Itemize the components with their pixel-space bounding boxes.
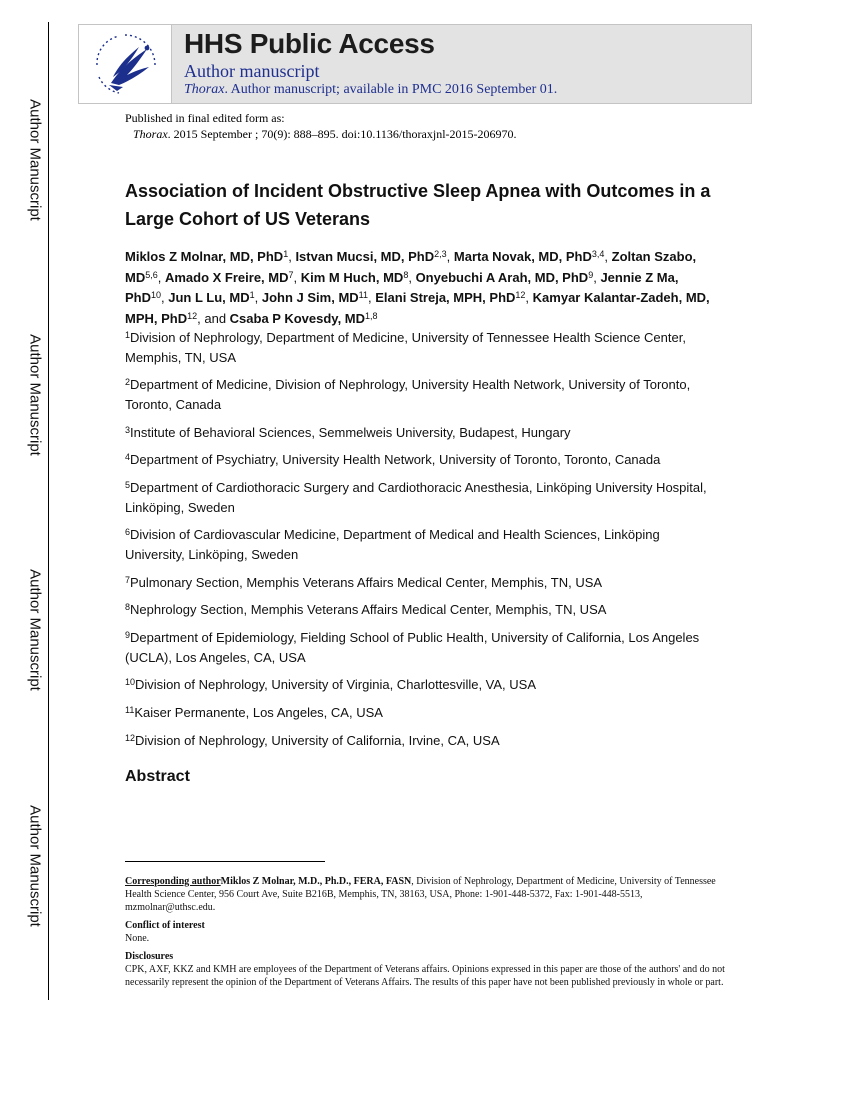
corresponding-text: , Division of Nephrology, Department of Medicine, University of Tennessee Health Science Center, 956 Court Ave, Suite B216B, Memphis, TN, 38163, USA, Phone: 1-901-448-5372, Fax: 1-901-448-5513, mzmolnar@uthsc.edu. (125, 876, 716, 913)
abstract-heading: Abstract (125, 768, 190, 785)
affiliation-item (125, 450, 715, 470)
footnote-rule (125, 861, 325, 862)
author-name: Jun L Lu, MD (168, 290, 250, 305)
affiliation-text: Division of Cardiovascular Medicine, Department of Medical and Health Sciences, Linköping University, Linköping, Sweden (125, 527, 660, 562)
author-affiliation-ref: 10 (151, 290, 162, 300)
affiliation-item (125, 731, 715, 751)
author-name: Marta Novak, MD, PhD (453, 249, 592, 264)
affiliation-item (125, 328, 715, 368)
affiliation-item (125, 628, 715, 668)
hhs-eagle-logo-icon (89, 31, 161, 97)
affiliation-item (125, 375, 715, 415)
affiliation-text: Division of Nephrology, University of Virginia, Charlottesville, VA, USA (135, 677, 537, 692)
affiliation-number: 5 (125, 480, 131, 490)
disclosures-text: CPK, AXF, KKZ and KMH are employees of the Department of Veterans affairs. Opinions expressed in this paper are those of the authors' and do not necessarily represent the opinion of the Department of Veterans Affairs. The results of this paper have not been published previously in whole or part. (125, 964, 725, 988)
corresponding-author (125, 875, 727, 914)
affiliation-number: 3 (125, 425, 131, 435)
margin-rule (48, 22, 49, 1000)
author-name: Onyebuchi A Arah, MD, PhD (415, 269, 589, 285)
affiliation-text: Department of Epidemiology, Fielding School of Public Health, University of California, Los Angeles (UCLA), Los Angeles, CA, USA (125, 630, 700, 665)
hhs-banner (78, 24, 752, 104)
disclosures-heading: Disclosures (125, 951, 174, 962)
banner-title: HHS Public Access (184, 28, 435, 59)
published-label: Published in final edited form as: (125, 111, 285, 125)
conflict-text: None. (125, 933, 150, 944)
author-name: Amado X Freire, MD (164, 269, 289, 285)
banner-subtitle: Author manuscript (184, 61, 320, 81)
published-citation (125, 126, 517, 142)
affiliation-number: 8 (125, 602, 131, 612)
affiliation-number: 10 (125, 677, 136, 687)
author-name: Elani Streja, MPH, PhD (375, 290, 516, 305)
affiliation-item (125, 600, 715, 620)
author-affiliation-ref: 1,8 (365, 310, 378, 321)
affiliation-item (125, 573, 715, 593)
affiliation-text: Division of Nephrology, Department of Medicine, University of Tennessee Health Science Center, Memphis, TN, USA (125, 330, 686, 365)
conflict-heading: Conflict of interest (125, 920, 205, 931)
author-list: Miklos Z Molnar, MD, PhD$^1$, Istvan Mucsi, MD, PhD$^{2,3}$, Marta Novak, MD, PhD$^{3,4}$, Zoltan Szabo, MD$^{5,6}$, Amado X Freire, $MD^7$, Kim M Huch, $MD^8$, Onyebuchi A Arah, MD, PhD$^9$, Jennie Z Ma, PhD$^{10}$, Jun L Lu, $MD^1$, John J Sim, MD$^{11}$, Elani Streja, MPH, PhD$^{12}$, Kamyar Kalantar-Zadeh, MD, MPH, PhD$^{12}$, and Csaba P Kovesdy, MD$^{1,8}$ (125, 249, 710, 326)
author-affiliation-ref: 12 (515, 290, 526, 300)
author-affiliation-ref: 3,4 (591, 249, 605, 259)
affiliation-text: Kaiser Permanente, Los Angeles, CA, USA (134, 705, 383, 720)
author-name: Miklos Z Molnar, MD, PhD (125, 249, 284, 264)
author-name: Kim M Huch, MD (300, 269, 404, 285)
author-affiliation-ref: 12 (187, 310, 198, 321)
corresponding-label: Corresponding author (125, 876, 221, 887)
published-details: . 2015 September ; 70(9): 888–895. doi:10.1136/thoraxjnl-2015-206970. (167, 127, 517, 141)
affiliation-text: Pulmonary Section, Memphis Veterans Affairs Medical Center, Memphis, TN, USA (130, 575, 603, 590)
affiliation-text: Department of Psychiatry, University Health Network, University of Toronto, Toronto, Canada (130, 452, 661, 467)
hhs-logo (79, 25, 172, 103)
affiliation-text: Division of Nephrology, University of California, Irvine, CA, USA (135, 733, 500, 748)
corresponding-name: Miklos Z Molnar, M.D., Ph.D., FERA, FASN (220, 876, 412, 887)
footnotes (125, 875, 727, 989)
author-name: John J Sim, MD (261, 290, 359, 305)
affiliation-number: 2 (125, 377, 131, 387)
author-affiliation-ref: 1 (283, 249, 289, 259)
affiliation-text: Department of Medicine, Division of Nephrology, University Health Network, University of Toronto, Toronto, Canada (125, 377, 691, 412)
affiliation-number: 6 (125, 527, 131, 537)
affiliation-number: 12 (125, 733, 136, 743)
affiliation-number: 9 (125, 630, 131, 640)
banner-journal: Thorax (184, 82, 225, 97)
affiliation-text: Department of Cardiothoracic Surgery and Cardiothoracic Anesthesia, Linköping University Hospital, Linköping, Sweden (125, 480, 707, 515)
affiliation-item (125, 423, 715, 443)
author-name: Kamyar Kalantar-Zadeh, MD, MPH, PhD (125, 290, 710, 326)
author-affiliation-ref: 2,3 (434, 249, 447, 259)
author-affiliation-ref: 11 (358, 290, 369, 300)
affiliation-item (125, 478, 715, 518)
affiliation-text: Nephrology Section, Memphis Veterans Affairs Medical Center, Memphis, TN, USA (130, 602, 607, 617)
affiliation-item (125, 703, 715, 723)
author-affiliation-ref: 9 (588, 269, 594, 280)
affiliation-number: 1 (125, 330, 131, 340)
author-name: Csaba P Kovesdy, MD (229, 310, 366, 326)
affiliation-item (125, 675, 715, 695)
affiliation-number: 4 (125, 452, 131, 462)
banner-availability: . Author manuscript; available in PMC 2016 September 01. (224, 82, 558, 97)
banner-citation (184, 82, 557, 98)
affiliation-number: 7 (125, 575, 131, 585)
article-title: Association of Incident Obstructive Sleep Apnea with Outcomes in a Large Cohort of US Veterans (125, 181, 711, 229)
published-note (125, 110, 517, 142)
author-affiliation-ref: 8 (403, 269, 409, 280)
author-affiliation-ref: 1 (249, 290, 255, 300)
author-affiliation-ref: 5,6 (145, 269, 158, 280)
affiliation-item (125, 525, 715, 565)
published-journal: Thorax (133, 127, 168, 141)
affiliation-number: 11 (125, 705, 135, 715)
author-name: Zoltan Szabo, MD (125, 249, 697, 285)
author-affiliation-ref: 7 (288, 269, 294, 280)
author-name: Istvan Mucsi, MD, PhD (295, 249, 435, 264)
affiliation-text: Institute of Behavioral Sciences, Semmelweis University, Budapest, Hungary (130, 425, 571, 440)
author-name: Jennie Z Ma, PhD (125, 269, 679, 305)
